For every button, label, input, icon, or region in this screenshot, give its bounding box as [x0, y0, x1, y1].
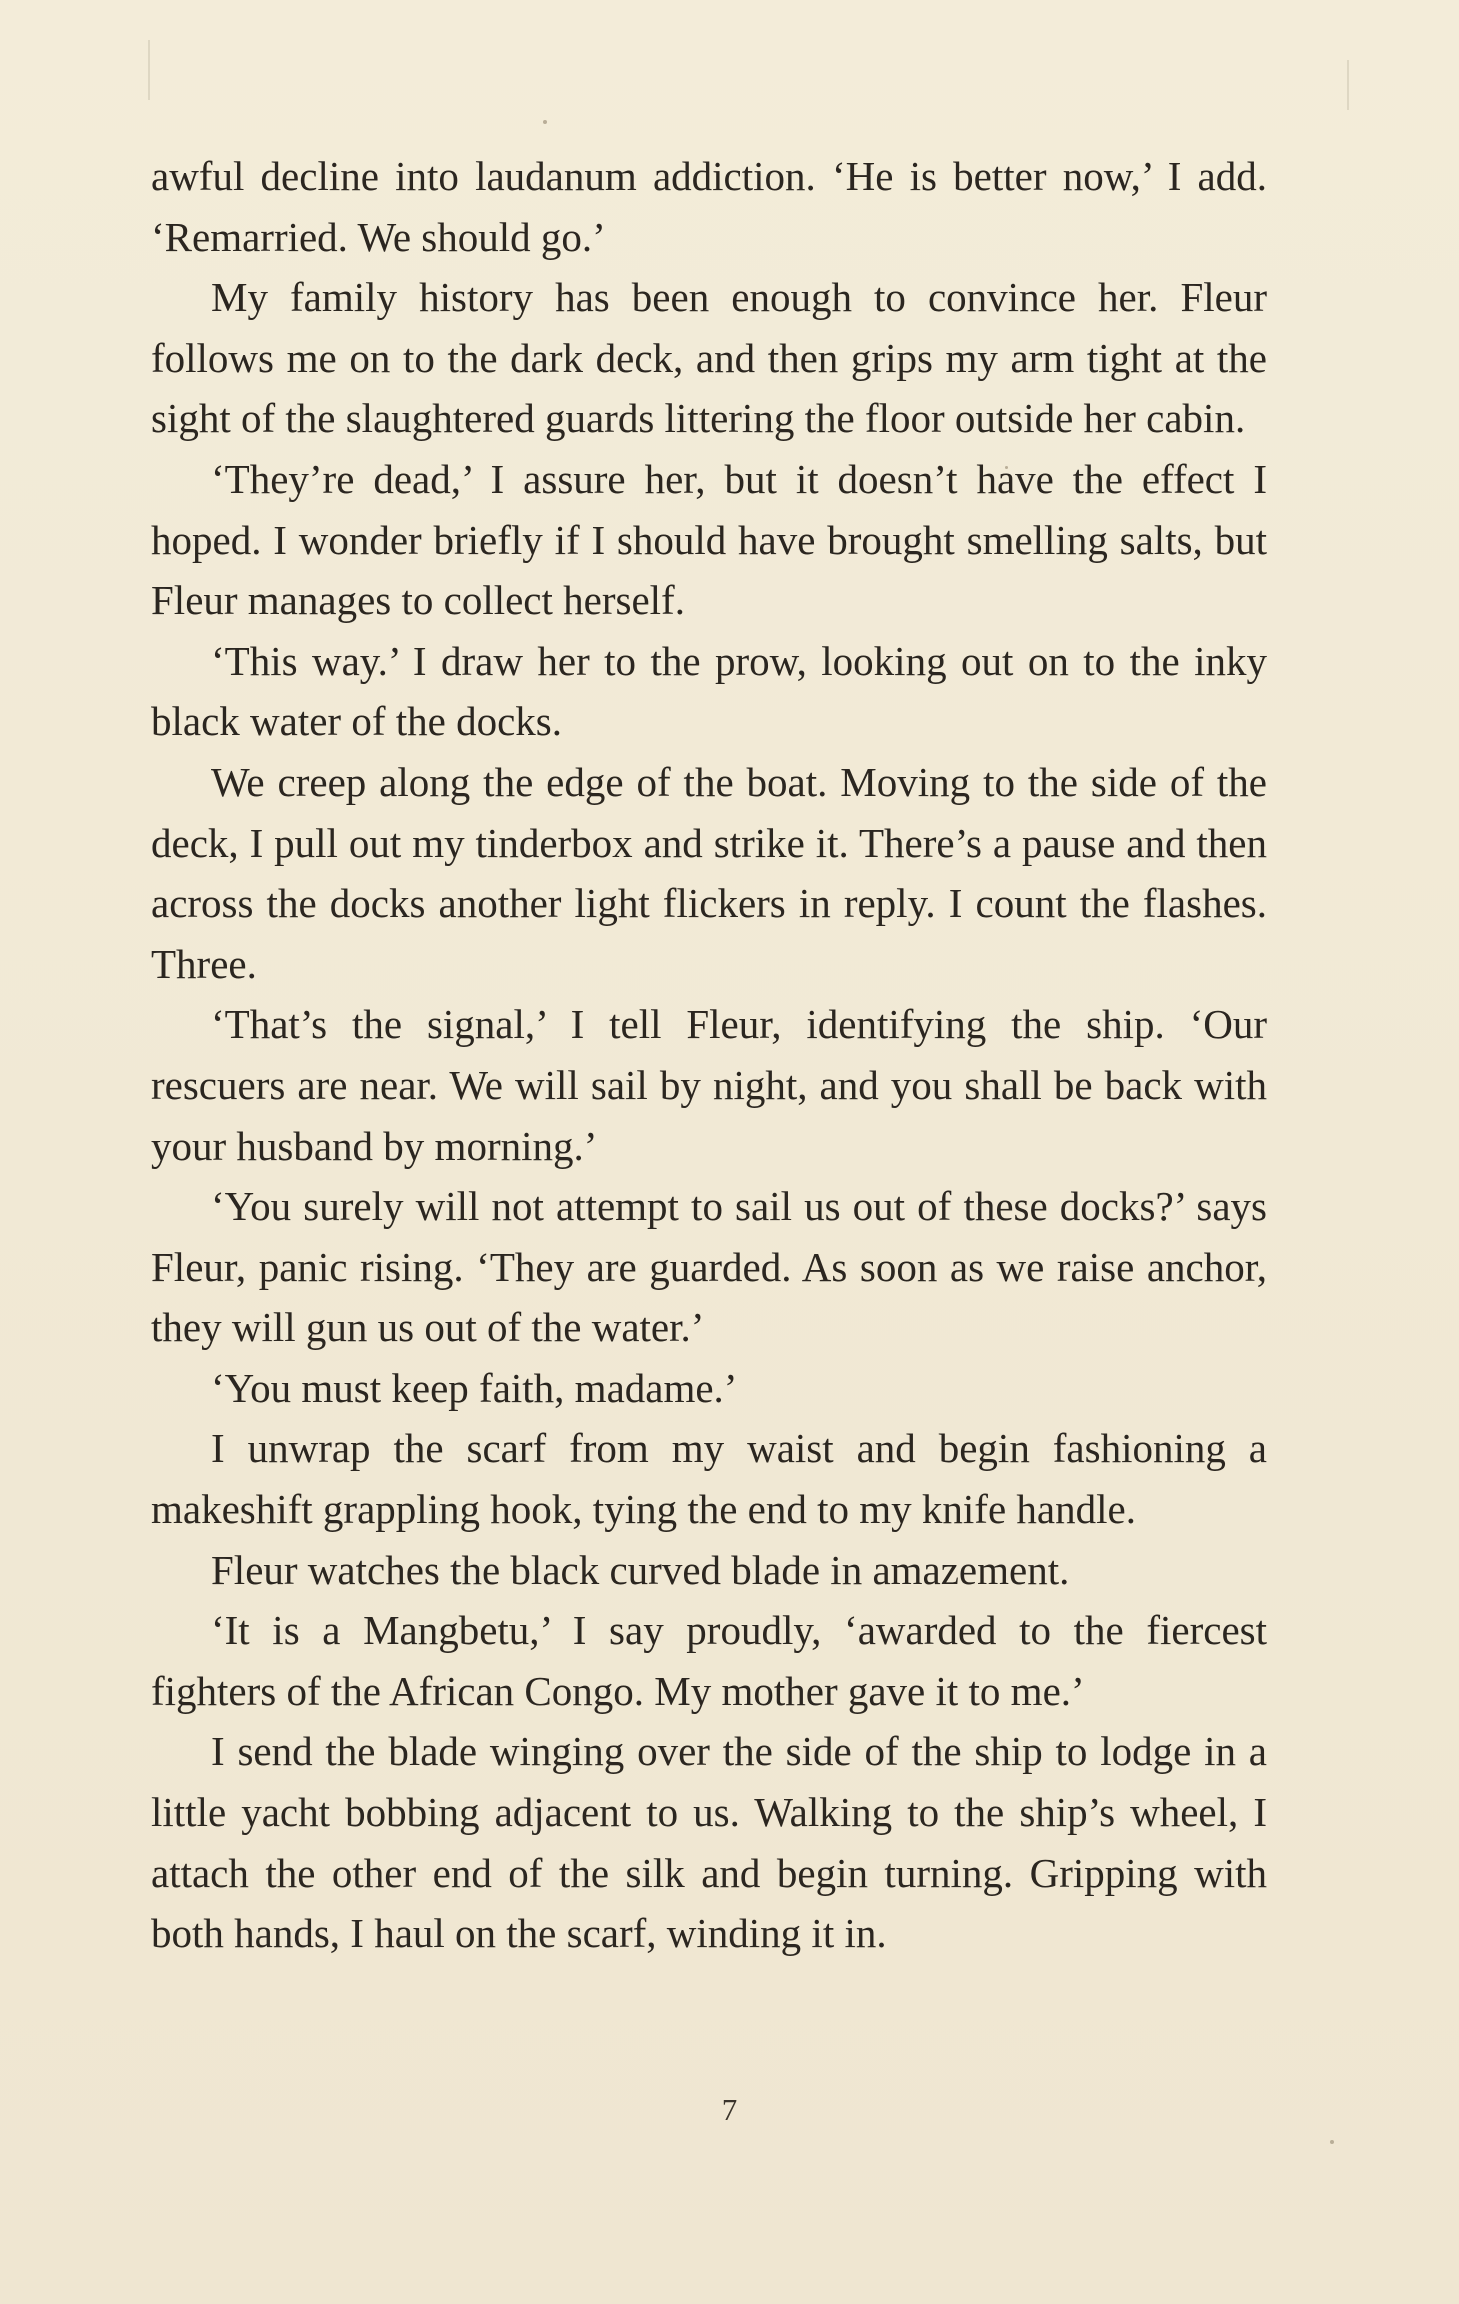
paragraph: We creep along the edge of the boat. Moving to the side of the deck, I pull out my tinderbox and strike it. There’s a pause and then across the docks another light flickers in reply. I count the flashes. Three.: [151, 758, 1267, 987]
paragraph: ‘That’s the signal,’ I tell Fleur, identifying the ship. ‘Our rescuers are near. We will sail by night, and you shall be back with your husband by morning.’: [151, 1001, 1267, 1169]
paragraph: Fleur watches the black curved blade in amazement.: [211, 1546, 1070, 1593]
body-text: [151, 146, 1267, 1964]
paragraph: I unwrap the scarf from my waist and begin fashioning a makeshift grappling hook, tying the end to my knife handle.: [151, 1425, 1267, 1533]
paragraph: My family history has been enough to convince her. Fleur follows me on to the dark deck, and then grips my arm tight at the sight of the slaughtered guards littering the floor outside her cabin.: [151, 274, 1267, 442]
paragraph: ‘You must keep faith, madame.’: [211, 1364, 738, 1411]
paragraph: I send the blade winging over the side of the ship to lodge in a little yacht bobbing adjacent to us. Walking to the ship’s wheel, I attach the other end of the silk and begin turning. Gripping with both hands, I haul on the scarf, winding it in.: [151, 1728, 1267, 1957]
page-number: 7: [721, 2092, 738, 2127]
paragraph: ‘You surely will not attempt to sail us out of these docks?’ says Fleur, panic rising. ‘They are guarded. As soon as we raise anchor, they will gun us out of the water.’: [151, 1183, 1267, 1351]
paragraph: ‘They’re dead,’ I assure her, but it doesn’t have the effect I hoped. I wonder briefly if I should have brought smelling salts, but Fleur manages to collect herself.: [151, 455, 1267, 624]
page-crease: [1347, 60, 1349, 110]
page-crease: [148, 40, 150, 100]
paragraph: ‘This way.’ I draw her to the prow, looking out on to the inky black water of the docks.: [151, 637, 1267, 745]
paper-speck: [1330, 2140, 1334, 2144]
paragraph: awful decline into laudanum addiction. ‘He is better now,’ I add. ‘Remarried. We should go.’: [151, 153, 1267, 260]
paragraph: ‘It is a Mangbetu,’ I say proudly, ‘awarded to the fiercest fighters of the African Congo. My mother gave it to me.’: [151, 1607, 1267, 1714]
paper-speck: [543, 120, 547, 124]
